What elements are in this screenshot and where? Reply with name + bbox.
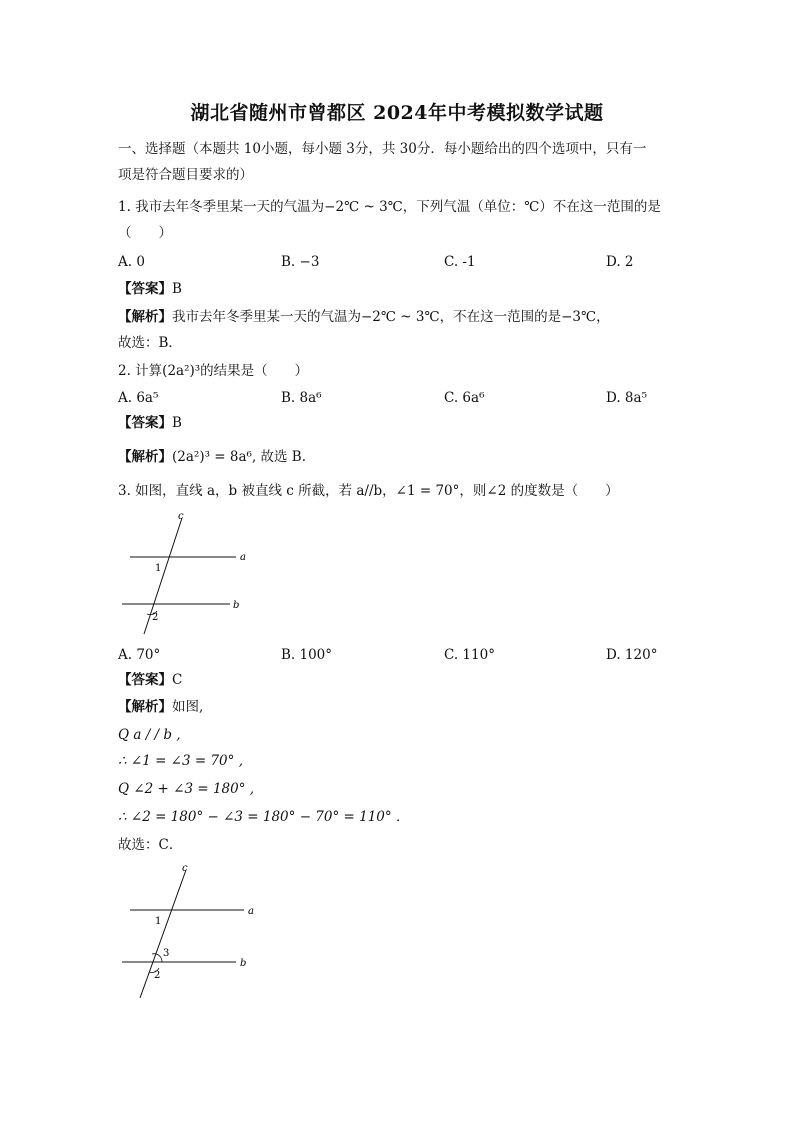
section-header-line1: 一、选择题（本题共 10小题，每小题 3分，共 30分．每小题给出的四个选项中，只有一 bbox=[118, 141, 647, 157]
q3-stem: 3. 如图，直线 a，b 被直线 c 所截，若 a//b，∠1 = 70°，则∠2 的度数是（ ） bbox=[118, 483, 619, 499]
q3-option-b: B. 100° bbox=[281, 647, 333, 663]
label-a: a bbox=[248, 906, 254, 917]
q1-option-d: D. 2 bbox=[606, 254, 634, 270]
figure-parallel-lines-1 bbox=[118, 508, 258, 638]
q3-answer-value: C bbox=[172, 672, 183, 688]
q1-stem: 1. 我市去年冬季里某一天的气温为−2℃ ~ 3℃，下列气温（单位：℃）不在这一范围的是 bbox=[118, 199, 661, 215]
q3-option-a: A. 70° bbox=[118, 647, 161, 663]
line-c bbox=[144, 518, 182, 634]
section-header-line2: 项是符合题目要求的） bbox=[118, 167, 253, 183]
label-b: b bbox=[233, 600, 240, 611]
q3-step-3: Q ∠2 + ∠3 = 180° , bbox=[118, 781, 255, 797]
q2-option-c: C. 6a⁶ bbox=[444, 390, 485, 406]
q2-answer-label: 【答案】 bbox=[118, 415, 172, 431]
q2-analysis bbox=[118, 448, 306, 466]
q3-options bbox=[118, 647, 678, 665]
label-angle-2: 2 bbox=[152, 612, 159, 623]
q1-answer-value: B bbox=[172, 281, 182, 297]
q2-option-b: B. 8a⁶ bbox=[281, 390, 322, 406]
label-b: b bbox=[240, 958, 247, 969]
q2-options bbox=[118, 390, 678, 408]
q2-analysis-label: 【解析】 bbox=[118, 449, 172, 465]
q2-answer-value: B bbox=[172, 415, 182, 431]
q1-analysis-text: 我市去年冬季里某一天的气温为−2℃ ~ 3℃，不在这一范围的是−3℃， bbox=[172, 309, 610, 325]
q1-option-b: B. −3 bbox=[281, 254, 320, 270]
q2-analysis-text: (2a²)³ = 8a⁶, 故选 B. bbox=[172, 449, 307, 465]
q1-answer-label: 【答案】 bbox=[118, 281, 172, 297]
q3-analysis bbox=[118, 698, 203, 716]
label-c: c bbox=[178, 511, 184, 522]
label-angle-3: 3 bbox=[163, 948, 170, 959]
q2-option-a: A. 6a⁵ bbox=[118, 390, 159, 406]
label-angle-2: 2 bbox=[154, 970, 161, 981]
q3-option-c: C. 110° bbox=[444, 647, 495, 663]
q1-options bbox=[118, 254, 678, 272]
label-a: a bbox=[240, 552, 246, 563]
q1-analysis-label: 【解析】 bbox=[118, 309, 172, 325]
q1-conclusion: 故选：B． bbox=[118, 335, 182, 351]
q3-answer-label: 【答案】 bbox=[118, 672, 172, 688]
q2-option-d: D. 8a⁵ bbox=[606, 390, 647, 406]
label-angle-1: 1 bbox=[155, 916, 162, 927]
label-angle-1: 1 bbox=[155, 563, 162, 574]
label-c: c bbox=[182, 863, 188, 874]
q2-stem: 2. 计算(2a²)³的结果是（ ） bbox=[118, 363, 309, 379]
q1-answer bbox=[118, 280, 182, 298]
q1-analysis bbox=[118, 308, 610, 326]
q3-step-2: ∴ ∠1 = ∠3 = 70° , bbox=[118, 753, 243, 769]
q3-step-1: Q a / / b , bbox=[118, 727, 181, 743]
q3-option-d: D. 120° bbox=[606, 647, 658, 663]
q2-answer bbox=[118, 414, 182, 432]
line-c bbox=[140, 870, 186, 998]
q3-conclusion: 故选：C． bbox=[118, 837, 183, 853]
page-title: 湖北省随州市曾都区 2024年中考模拟数学试题 bbox=[190, 102, 604, 124]
figure-parallel-lines-2 bbox=[118, 860, 268, 1002]
q1-option-a: A. 0 bbox=[118, 254, 145, 270]
q3-analysis-text: 如图, bbox=[172, 699, 204, 715]
q3-analysis-label: 【解析】 bbox=[118, 699, 172, 715]
q3-answer bbox=[118, 671, 182, 689]
q1-stem-paren: （ ） bbox=[118, 225, 172, 241]
q1-option-c: C. -1 bbox=[444, 254, 476, 270]
q3-step-4: ∴ ∠2 = 180° − ∠3 = 180° − 70° = 110° ． bbox=[118, 809, 410, 825]
